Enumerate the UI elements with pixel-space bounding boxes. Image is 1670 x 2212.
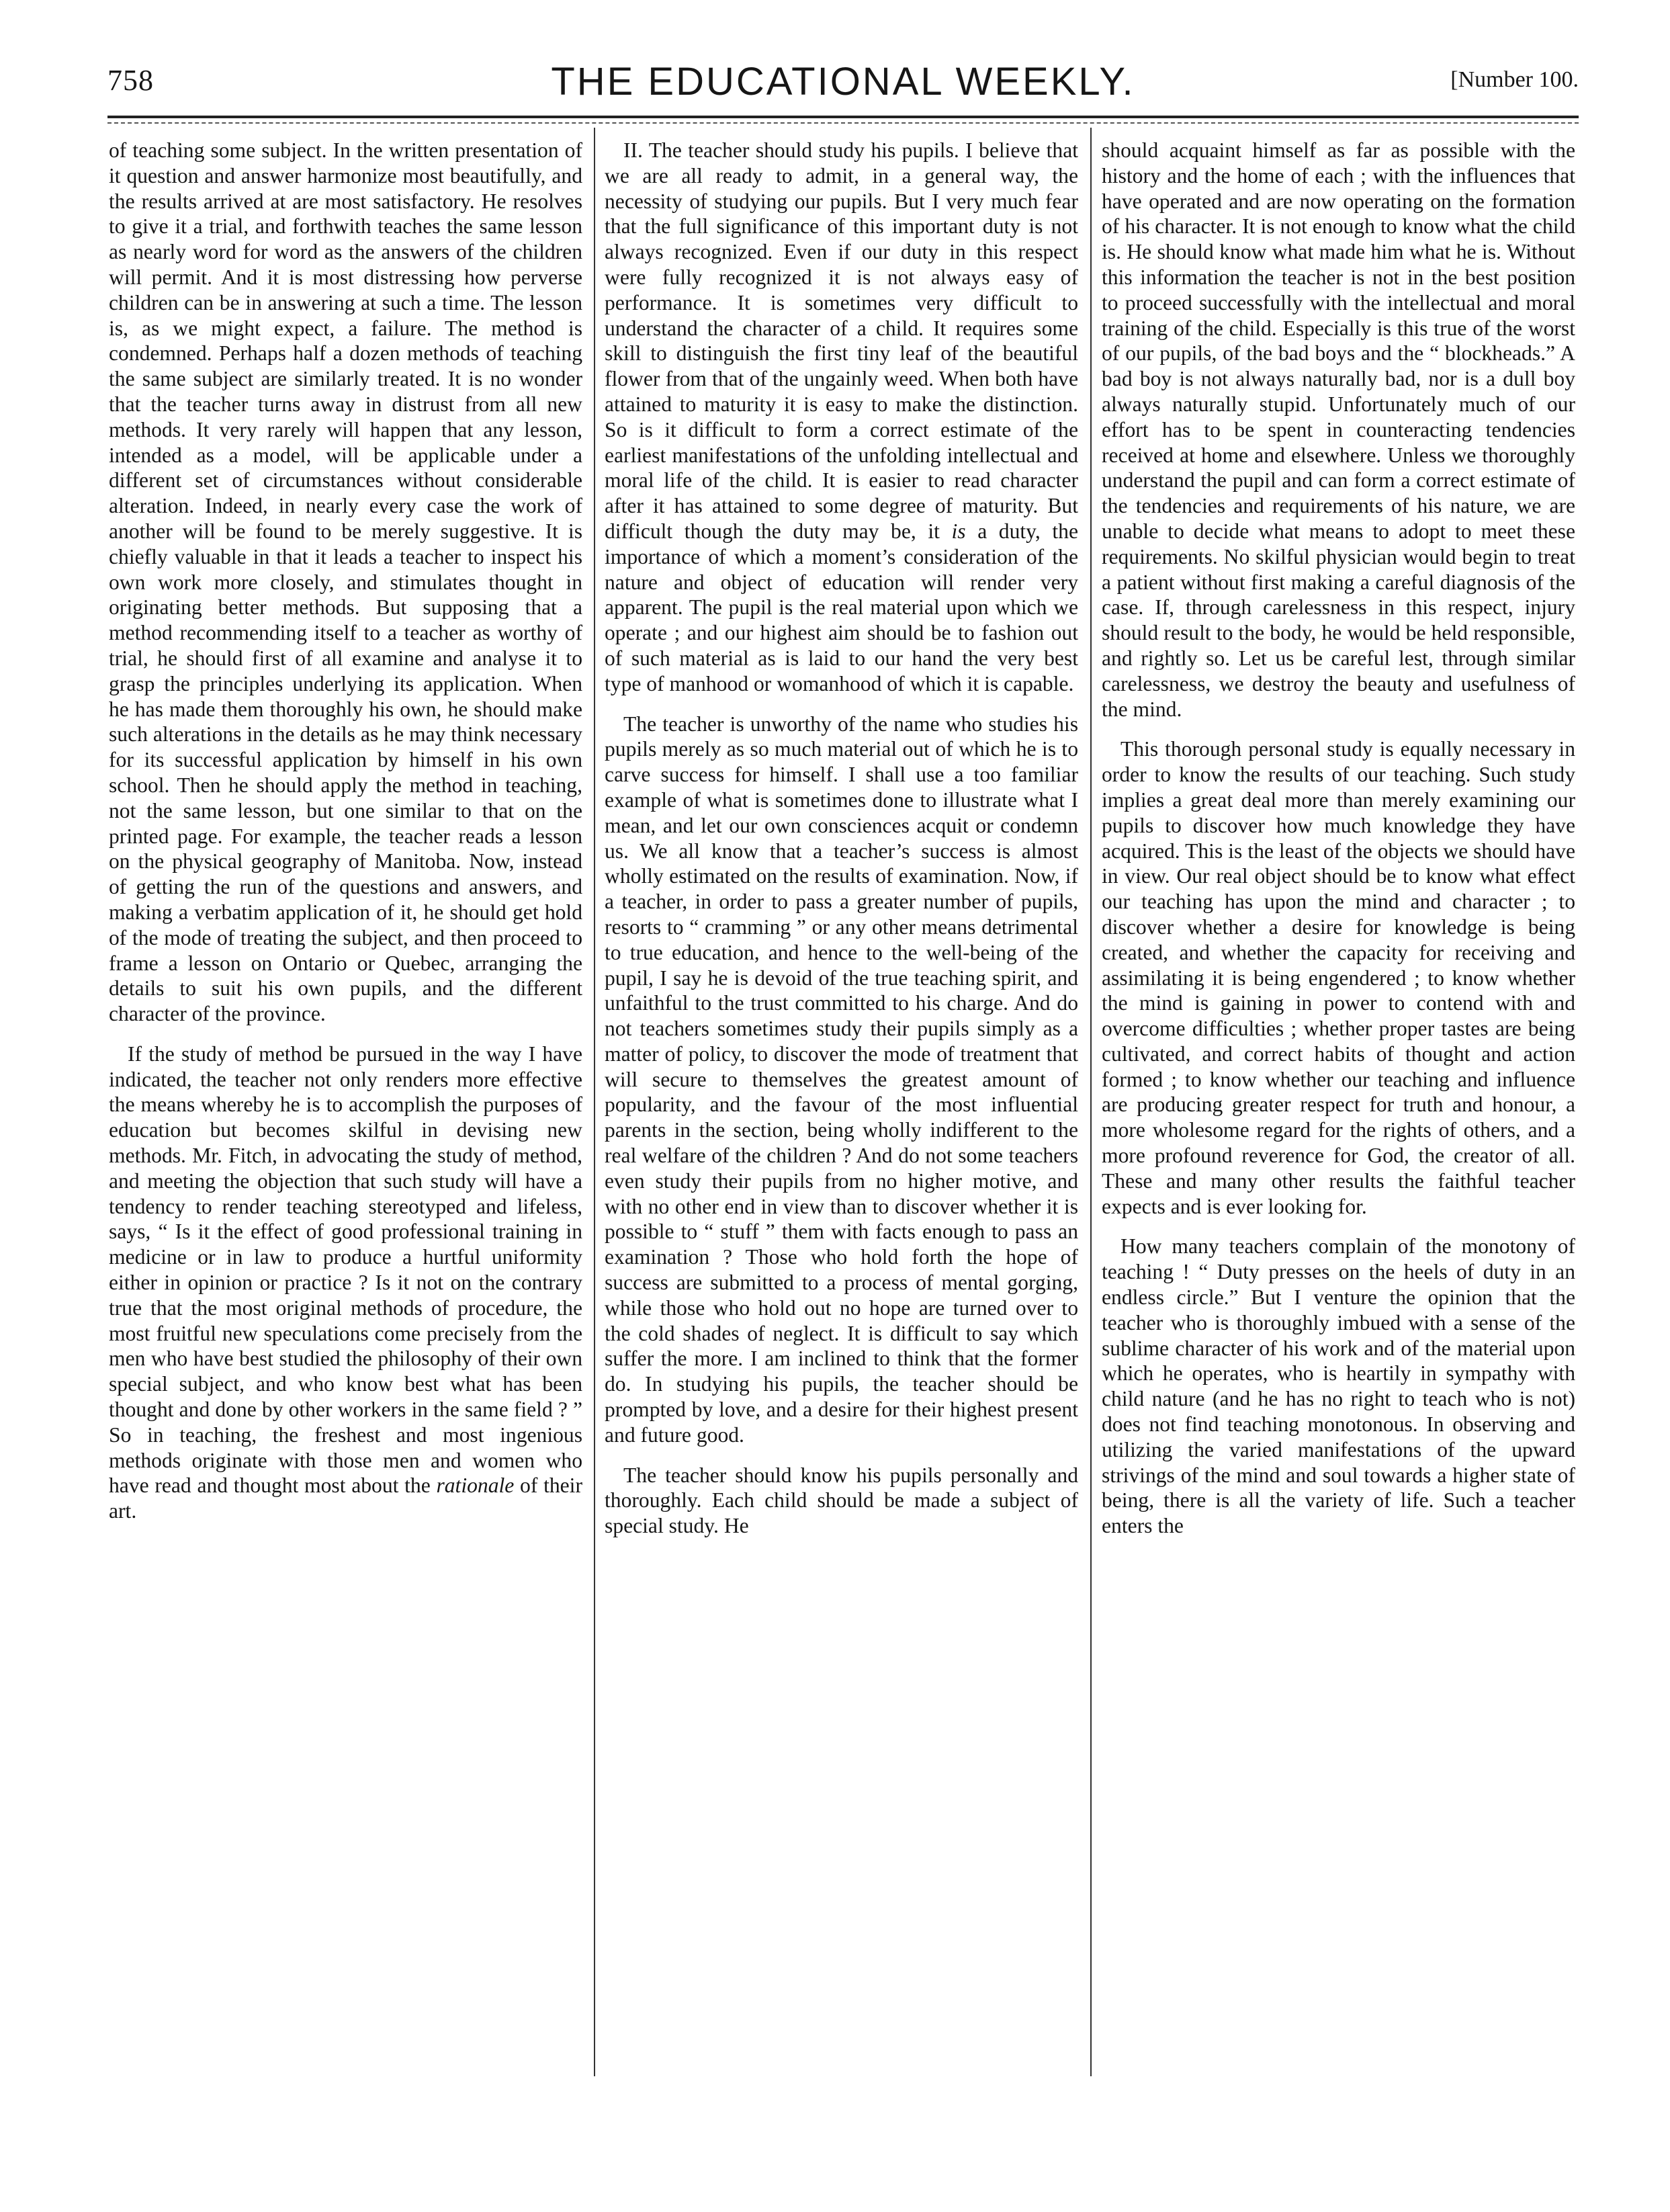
italic-phrase: rationale xyxy=(436,1474,515,1498)
paragraph: This thorough personal study is equally necessary in order to know the results of our teaching. Such study implies a great deal more than merely examining our pupils to discover how much knowledge they have acquired. This is the least of the objects we should have in view. Our real object should be to know what effect our teaching has upon the mind and character ; to discover whether a desire for knowledge is being created, and whether the capacity for receiving and assimilating it is being engendered ; to know whether the mind is gaining in power to contend with and overcome difficulties ; whether proper tastes are being cultivated, and correct habits of thought and action formed ; to know whether our teaching and influence are producing greater respect for truth and honour, a more wholesome regard for the rights of others, and a more profound reverence for God, the creator of all. These and many other results the faithful teacher expects and is ever looking for. xyxy=(1102,737,1575,1218)
italic-word: is xyxy=(951,519,966,543)
paragraph-text: II. The teacher should study his pupils. I believe that we are all ready to admit, in a general way, the necessity of studying our pupils. But I very much fear that the full significance of this important duty is not always recognized. Even if our duty in this respect were fully recognized it is not always easy of performance. It is sometimes very difficult to understand the character of a child. It requires some skill to distinguish the first tiny leaf of the beautiful flower from that of the ungainly weed. When both have attained to maturity it is easy to make the distinction. So is it difficult to form a correct estimate of the earliest manifestations of the unfolding intellectual and moral life of the child. It is easier to read character after it has attained to some degree of maturity. But difficult though the duty may be, it xyxy=(605,138,1078,543)
paragraph xyxy=(109,1041,582,1524)
page-number: 758 xyxy=(107,64,154,97)
journal-title: THE EDUCATIONAL WEEKLY. xyxy=(551,60,1135,103)
column-3 xyxy=(1102,138,1575,2073)
paragraph-text: of their art. xyxy=(109,1474,582,1523)
paragraph: of teaching some subject. In the written presentation of it question and answer harmonize most beautifully, and the results arrived at are most satisfactory. He resolves to give it a trial, and forthwith teaches the same lesson as nearly word for word as the answers of the children will permit. And it is most distressing how perverse children can be in answering at such a time. The lesson is, as we might expect, a failure. The method is condemned. Perhaps half a dozen methods of teaching the same subject are similarly treated. It is no wonder that the teacher turns away in distrust from all new methods. It very rarely will happen that any lesson, intended as a model, will be applicable under a different set of circumstances without considerable alteration. Indeed, in nearly every case the work of another will be found to be merely suggestive. It is chiefly valuable in that it leads a teacher to inspect his own work more closely, and stimulates thought in originating better methods. But supposing that a method recommending itself to a teacher as worthy of trial, he should first of all examine and analyse it to grasp the principles underlying its application. When he has made them thoroughly his own, he should make such alterations in the details as he may think necessary for its successful application by himself in his own school. Then he should apply the method in teaching, not the same lesson, but one similar to that on the printed page. For example, the teacher reads a lesson on the physical geography of Manitoba. Now, instead of getting the run of the questions and answers, and making a verbatim application of it, he should get hold of the mode of treating the subject, and then proceed to frame a lesson on Ontario or Quebec, arranging the details to suit his own pupils, and the different character of the province. xyxy=(109,138,582,1026)
column-1 xyxy=(109,138,582,2073)
paragraph: How many teachers complain of the monotony of teaching ! “ Duty presses on the heels of duty in an endless circle.” But I venture the opinion that the teacher who is thoroughly imbued with a sense of the sublime character of his work and of the material upon which he operates, who is heartily in sympathy with child nature (and he has no right to teach who is not) does not find teaching monotonous. In observing and utilizing the varied manifestations of the upward strivings of the mind and soul towards a higher state of being, there is all the variety of life. Such a teacher enters the xyxy=(1102,1234,1575,1538)
issue-number: [Number 100. xyxy=(1450,67,1579,92)
column-2 xyxy=(605,138,1078,2073)
paragraph-text: a duty, the importance of which a moment’s consideration of the nature and object of education will render very apparent. The pupil is the real material upon which we operate ; and our highest aim should be to fashion out of such material as is laid to our hand the very best type of manhood or womanhood of which it is capable. xyxy=(605,519,1078,695)
paragraph: The teacher is unworthy of the name who studies his pupils merely as so much material out of which he is to carve success for himself. I shall use a too familiar example of what is sometimes done to illustrate what I mean, and let our own consciences acquit or condemn us. We all know that a teacher’s success is almost wholly estimated on the results of examination. Now, if a teacher, in order to pass a greater number of pupils, resorts to “ cramming ” or any other means detrimental to true education, and hence to the well-being of the pupil, I say he is devoid of the true teaching spirit, and unfaithful to the trust committed to his charge. And do not teachers sometimes study their pupils simply as a matter of policy, to discover the mode of treatment that will secure to themselves the greatest amount of popularity, and the favour of the most influential parents in the section, being wholly indifferent to the real welfare of the children ? And do not some teachers even study their pupils from no higher motive, and with no other end in view than to discover whether it is possible to “ stuff ” them with facts enough to pass an examination ? Those who hold forth the hope of success are submitted to a process of mental gorging, while those who hold out no hope are turned over to the cold shades of neglect. It is difficult to say which suffer the more. I am inclined to think that the former do. In studying his pupils, the teacher should be prompted by love, and a desire for their highest present and future good. xyxy=(605,712,1078,1447)
header-rule-secondary xyxy=(107,122,1579,124)
header-rule xyxy=(107,116,1579,118)
column-divider xyxy=(594,128,595,2076)
paragraph: should acquaint himself as far as possible with the history and the home of each ; with the influences that have operated and are now operating on the formation of his character. It is not enough to know what the child is. He should know what made him what he is. Without this information the teacher is not in the best position to proceed successfully with the intellectual and moral training of the child. Especially is this true of the worst of our pupils, of the bad boys and the “ blockheads.” A bad boy is not always naturally bad, nor is a dull boy always naturally stupid. Unfortunately much of our effort has to be spent in counteracting tendencies received at home and elsewhere. Unless we thoroughly understand the pupil and can form a correct estimate of the tendencies and requirements of his nature, we are unable to decide what means to adopt to meet these requirements. No skilful physician would begin to treat a patient without first making a careful diagnosis of the case. If, through carelessness in this respect, injury should result to the body, he would be held responsible, and rightly so. Let us be careful lest, through similar carelessness, we destroy the beauty and usefulness of the mind. xyxy=(1102,138,1575,721)
paragraph xyxy=(605,138,1078,697)
page-header xyxy=(107,54,1579,114)
paragraph-text: If the study of method be pursued in the way I have indicated, the teacher not only renders more effective the means whereby he is to accomplish the purposes of education but becomes skilful in devising new methods. Mr. Fitch, in advocating the study of method, and meeting the objection that such study will have a tendency to render teaching stereotyped and lifeless, says, “ Is it the effect of good professional training in medicine or in law to produce a hurtful uniformity either in opinion or practice ? Is it not on the contrary true that the most original methods of procedure, the most fruitful new speculations come precisely from the men who have best studied the philosophy of their own special subject, and who know best what has been thought and done by other workers in the same field ? ” So in teaching, the freshest and most ingenious methods originate with those men and women who have read and thought most about the xyxy=(109,1041,582,1498)
column-divider xyxy=(1090,128,1092,2076)
paragraph: The teacher should know his pupils personally and thoroughly. Each child should be made a subject of special study. He xyxy=(605,1463,1078,1538)
